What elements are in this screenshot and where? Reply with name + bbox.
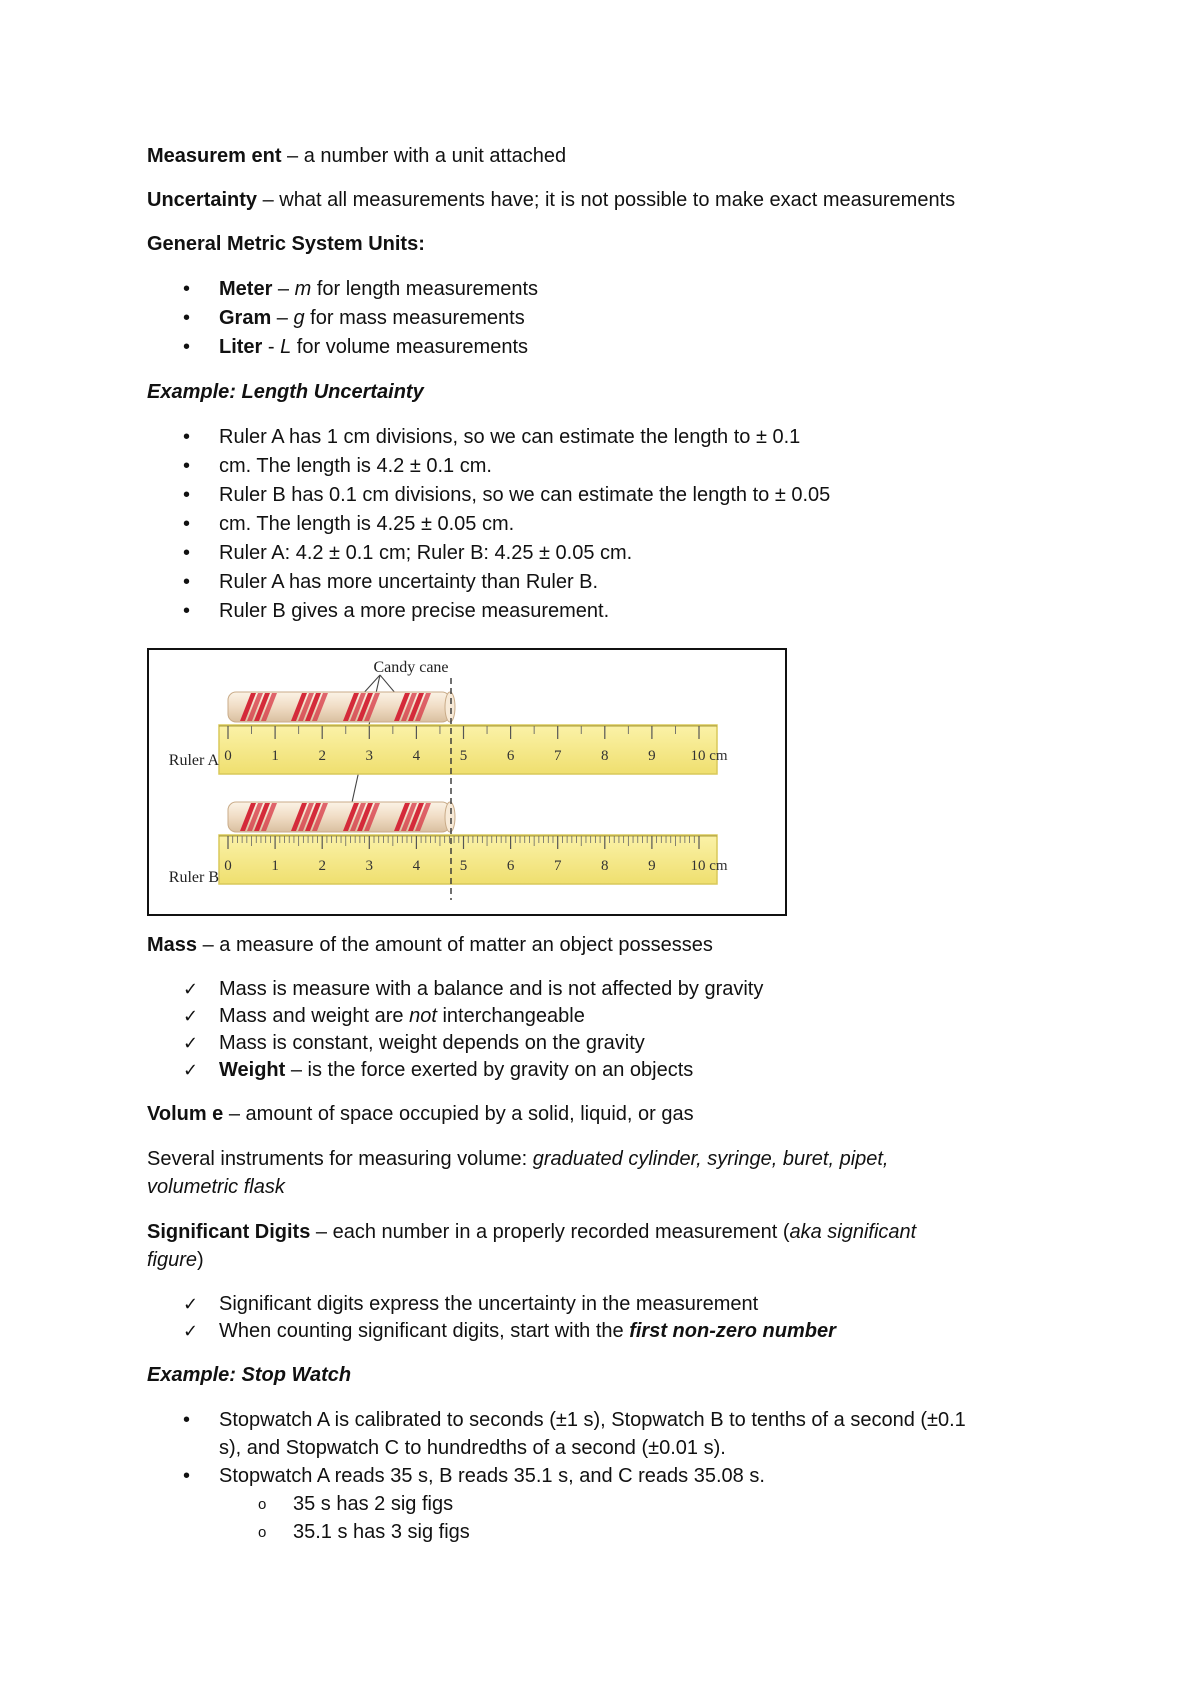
uncertainty-definition: Uncertainty – what all measurements have; it is not possible to make exact measurements: [147, 189, 956, 211]
tick-label: 8: [601, 858, 609, 874]
tick-label: 0: [224, 748, 232, 764]
list-item: • Ruler B gives a more precise measurement.: [147, 597, 1067, 626]
list-item: ✓ Weight – is the force exerted by gravity on an objects: [147, 1057, 1067, 1084]
tick-label: 6: [506, 858, 515, 874]
metric-units-list: [147, 275, 1067, 362]
tick-label: 10 cm: [690, 748, 728, 764]
tick-label: 10 cm: [690, 858, 728, 874]
stopwatch-example-heading: Example: Stop Watch: [147, 1364, 352, 1386]
metric-units-heading: General Metric System Units:: [147, 233, 425, 255]
measurement-definition: Measurem ent – a number with a unit attached: [147, 145, 567, 167]
ruler-body: [219, 725, 717, 774]
length-uncertainty-list: [147, 423, 1067, 626]
list-item: • Ruler A has 1 cm divisions, so we can estimate the length to ± 0.1: [147, 423, 1067, 452]
tick-label: 9: [648, 858, 656, 874]
list-item: ✓ Mass is constant, weight depends on the gravity: [147, 1030, 1067, 1057]
ruler-b: [219, 835, 728, 884]
mass-definition: Mass – a measure of the amount of matter an object possesses: [147, 934, 713, 956]
document-page-lower: [147, 932, 1067, 1546]
list-item: ✓ Mass is measure with a balance and is not affected by gravity: [147, 976, 1067, 1003]
tick-label: 5: [459, 748, 468, 764]
tick-label: 2: [318, 748, 326, 764]
list-item: • cm. The length is 4.2 ± 0.1 cm.: [147, 452, 1067, 481]
tick-label: 0: [224, 858, 232, 874]
tick-label: 9: [648, 748, 656, 764]
volume-term: Volum e: [147, 1103, 224, 1125]
mass-checklist: [147, 976, 1067, 1084]
tick-label: 3: [365, 748, 374, 764]
tick-label: 2: [318, 858, 326, 874]
candy-cane-b: [228, 802, 455, 832]
tick-label: 3: [365, 858, 374, 874]
tick-label: 6: [506, 748, 515, 764]
list-item: • cm. The length is 4.25 ± 0.05 cm.: [147, 510, 1067, 539]
stopwatch-list: [147, 1406, 1067, 1490]
list-item: • Stopwatch A reads 35 s, B reads 35.1 s, and C reads 35.08 s.: [147, 1462, 1067, 1490]
ruler-figure: [147, 648, 787, 916]
stopwatch-sublist: [147, 1490, 1067, 1546]
measurement-term: Measurem ent: [147, 145, 282, 167]
cane-end: [445, 802, 455, 832]
length-example-heading: Example: Length Uncertainty: [147, 381, 424, 403]
list-item: o 35.1 s has 3 sig figs: [147, 1518, 1067, 1546]
tick-label: 5: [459, 858, 468, 874]
list-item: o 35 s has 2 sig figs: [147, 1490, 1067, 1518]
document-page: [147, 143, 1067, 626]
tick-label: 1: [271, 858, 279, 874]
significant-digits-term: Significant Digits: [147, 1221, 311, 1243]
cane-end: [445, 692, 455, 722]
list-item: • Ruler A: 4.2 ± 0.1 cm; Ruler B: 4.25 ± 0.05 cm.: [147, 539, 1067, 568]
list-item: • Liter - L for volume measurements: [147, 333, 1067, 362]
list-item: ✓ Mass and weight are not interchangeable: [147, 1003, 1067, 1030]
list-item: • Meter – m for length measurements: [147, 275, 1067, 304]
candy-cane-a: [228, 692, 455, 722]
tick-label: 7: [553, 748, 562, 764]
tick-label: 8: [601, 748, 609, 764]
list-item: • Ruler B has 0.1 cm divisions, so we can estimate the length to ± 0.05: [147, 481, 1067, 510]
ruler-a: [219, 725, 728, 774]
list-item: • Gram – g for mass measurements: [147, 304, 1067, 333]
mass-term: Mass: [147, 934, 198, 956]
list-item: ✓ Significant digits express the uncertainty in the measurement: [147, 1291, 1067, 1318]
list-item: • Ruler A has more uncertainty than Ruler B.: [147, 568, 1067, 597]
significant-digits-definition: Significant Digits – each number in a properly recorded measurement (aka significant figure): [147, 1221, 917, 1271]
tick-label: 7: [553, 858, 562, 874]
volume-definition: Volum e – amount of space occupied by a solid, liquid, or gas: [147, 1103, 694, 1125]
list-item: ✓ When counting significant digits, start with the first non-zero number: [147, 1318, 1067, 1345]
ruler-a-label: Ruler A: [168, 752, 219, 769]
tick-label: 4: [412, 858, 421, 874]
significant-digits-checklist: [147, 1291, 1067, 1345]
tick-label: 4: [412, 748, 421, 764]
uncertainty-term: Uncertainty: [147, 189, 258, 211]
ruler-b-label: Ruler B: [168, 869, 219, 886]
tick-label: 1: [271, 748, 279, 764]
list-item: • Stopwatch A is calibrated to seconds (±1 s), Stopwatch B to tenths of a second (±0.1 s), and Stopwatch C to hundredths of a second (±0.01 s).: [147, 1406, 1067, 1462]
volume-instruments: Several instruments for measuring volume: graduated cylinder, syringe, buret, pipet, volumetric flask: [147, 1148, 889, 1198]
candy-cane-label: Candy cane: [373, 659, 449, 676]
